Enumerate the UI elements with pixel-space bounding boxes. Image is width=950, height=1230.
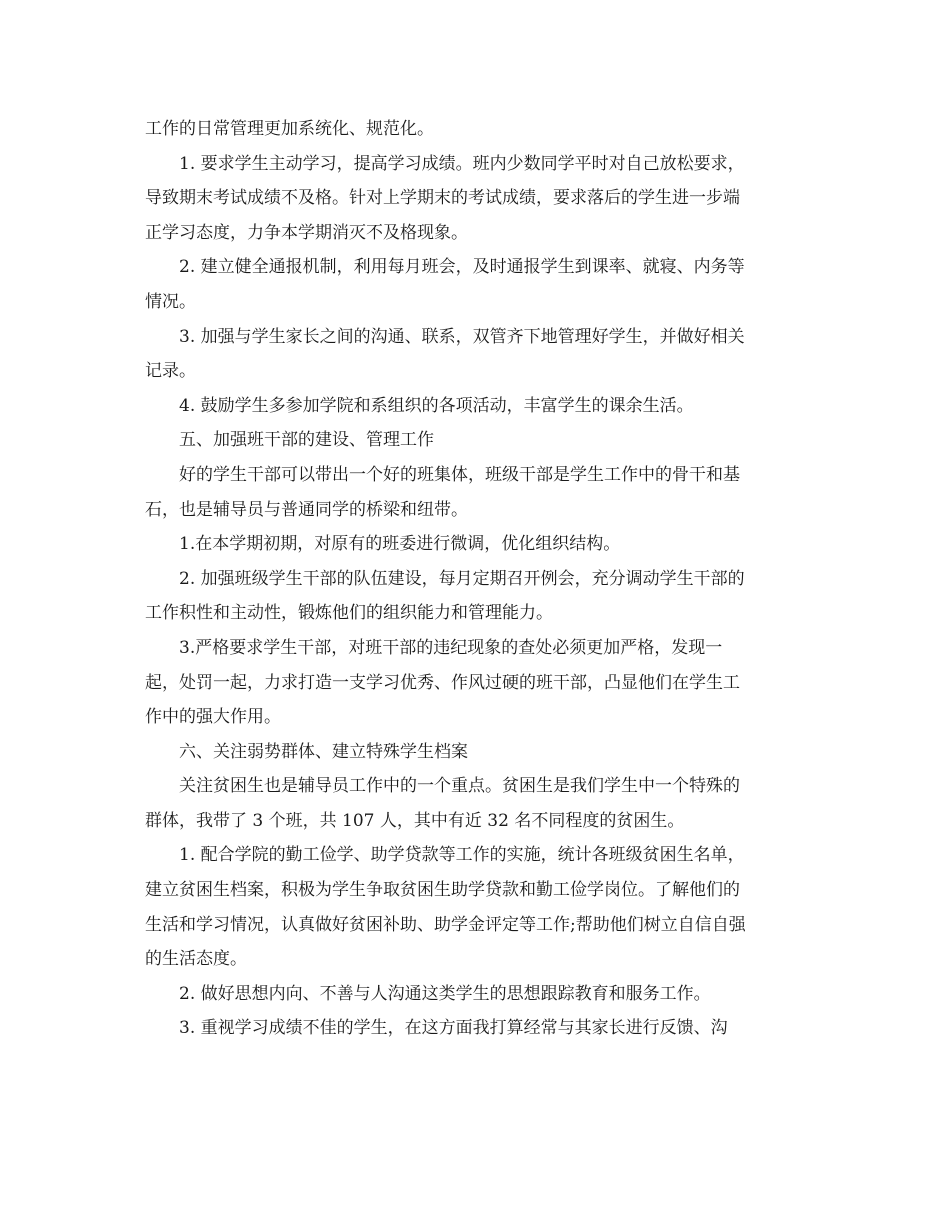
document-line: 工作积性和主动性，锻炼他们的组织能力和管理能力。 — [145, 603, 553, 624]
document-line: 3. 重视学习成绩不佳的学生，在这方面我打算经常与其家长进行反馈、沟 — [179, 1018, 728, 1039]
document-line: 2. 加强班级学生干部的队伍建设，每月定期召开例会，充分调动学生干部的 — [179, 568, 745, 589]
document-line: 工作的日常管理更加系统化、规范化。 — [145, 119, 434, 139]
document-line: 生活和学习情况，认真做好贫困补助、助学金评定等工作;帮助他们树立自信自强 — [145, 914, 746, 935]
document-line: 正学习态度，力争本学期消灭不及格现象。 — [145, 222, 468, 243]
document-line: 的生活态度。 — [145, 949, 247, 970]
document-line: 关注贫困生也是辅导员工作中的一个重点。贫困生是我们学生中一个特殊的 — [179, 776, 740, 797]
document-line: 3. 加强与学生家长之间的沟通、联系，双管齐下地管理好学生，并做好相关 — [179, 326, 745, 347]
document-line: 1. 要求学生主动学习，提高学习成绩。班内少数同学平时对自己放松要求， — [179, 153, 745, 174]
document-line: 建立贫困生档案，积极为学生争取贫困生助学贷款和勤工俭学岗位。了解他们的 — [145, 880, 740, 901]
document-line: 情况。 — [145, 291, 196, 312]
document-line: 4. 鼓励学生多参加学院和系组织的各项活动，丰富学生的课余生活。 — [179, 395, 694, 416]
document-line: 石，也是辅导员与普通同学的桥梁和纽带。 — [145, 499, 468, 520]
document-line: 群体，我带了 3 个班，共 107 人，其中有近 32 名不同程度的贫困生。 — [145, 810, 685, 831]
document-line: 六、关注弱势群体、建立特殊学生档案 — [179, 741, 468, 762]
document-line: 导致期末考试成绩不及格。针对上学期末的考试成绩，要求落后的学生进一步端 — [145, 188, 740, 209]
document-line: 记录。 — [145, 361, 196, 382]
document-line: 1. 配合学院的勤工俭学、助学贷款等工作的实施，统计各班级贫困生名单， — [179, 845, 745, 866]
document-line: 3.严格要求学生干部，对班干部的违纪现象的查处必须更加严格，发现一 — [179, 637, 723, 658]
document-body-text — [145, 112, 817, 1046]
document-line: 2. 建立健全通报机制，利用每月班会，及时通报学生到课率、就寝、内务等 — [179, 257, 745, 278]
document-line: 2. 做好思想内向、不善与人沟通这类学生的思想跟踪教育和服务工作。 — [179, 983, 711, 1004]
document-line: 作中的强大作用。 — [145, 707, 281, 728]
document-line: 起，处罚一起，力求打造一支学习优秀、作风过硬的班干部，凸显他们在学生工 — [145, 672, 740, 693]
document-line: 五、加强班干部的建设、管理工作 — [179, 430, 434, 451]
document-line: 1.在本学期初期，对原有的班委进行微调，优化组织结构。 — [179, 534, 621, 555]
document-line: 好的学生干部可以带出一个好的班集体，班级干部是学生工作中的骨干和基 — [179, 464, 740, 485]
